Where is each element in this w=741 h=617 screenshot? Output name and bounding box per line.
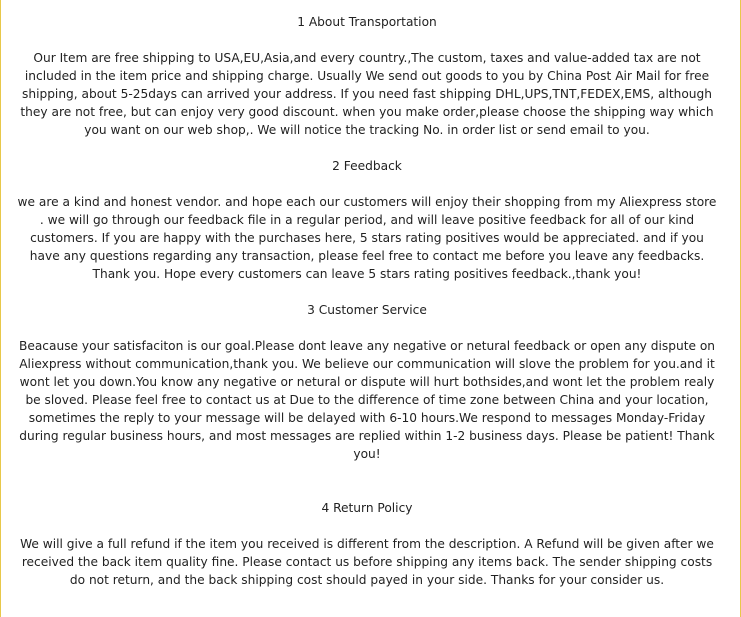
left-border-line — [0, 0, 1, 617]
section-heading: 4 Return Policy — [321, 501, 413, 515]
section-heading: 2 Feedback — [332, 159, 402, 173]
section-customer-service — [14, 301, 720, 463]
section-heading: 1 About Transportation — [297, 15, 437, 29]
section-body: Our Item are free shipping to USA,EU,Asia,and every country.,The custom, taxes and value-added tax are not included in the item price and shipping charge. Usually We send out goods to you by China Post Air Mail for free shipping, about 5-25days can arrived your address. If you need fast shipping DHL,UPS,TNT,FEDEX,EMS, although they are not free, but can enjoy very good discount. when you make order,please choose the shipping way which you want on our web shop,. We will notice the tracking No. in order list or send email to you. — [20, 51, 714, 137]
section-body: we are a kind and honest vendor. and hope each our customers will enjoy their shopping from my Aliexpress store . we will go through our feedback file in a regular period, and will leave positive feedback for all of our kind customers. If you are happy with the purchases here, 5 stars rating positives would be appreciated. and if you have any questions regarding any transaction, please feel free to contact me before you leave any feedbacks. Thank you. Hope every customers can leave 5 stars rating positives feedback.,thank you! — [17, 195, 717, 281]
section-body: Beacause your satisfaciton is our goal.Please dont leave any negative or netural feedback or open any dispute on Aliexpress without communication,thank you. We believe our communication will slove the problem for you.and it wont let you down.You know any negative or netural or dispute will hurt bothsides,and wont let the problem realy be sloved. Please feel free to contact us at Due to the difference of time zone between China and your location, sometimes the reply to your message will be delayed with 6-10 hours.We respond to messages Monday-Friday during regular business hours, and most messages are replied within 1-2 business days. Please be patient! Thank you! — [18, 339, 716, 461]
section-return-policy — [14, 499, 720, 589]
section-feedback — [14, 157, 720, 283]
section-body: We will give a full refund if the item you received is different from the description. A Refund will be given after we received the back item quality fine. Please contact us before shipping any items back. The sender shipping costs do not return, and the back shipping cost should payed in your side. Thanks for your consider us. — [20, 537, 714, 587]
section-transportation — [14, 13, 720, 139]
section-heading: 3 Customer Service — [307, 303, 427, 317]
policy-content — [14, 13, 720, 589]
